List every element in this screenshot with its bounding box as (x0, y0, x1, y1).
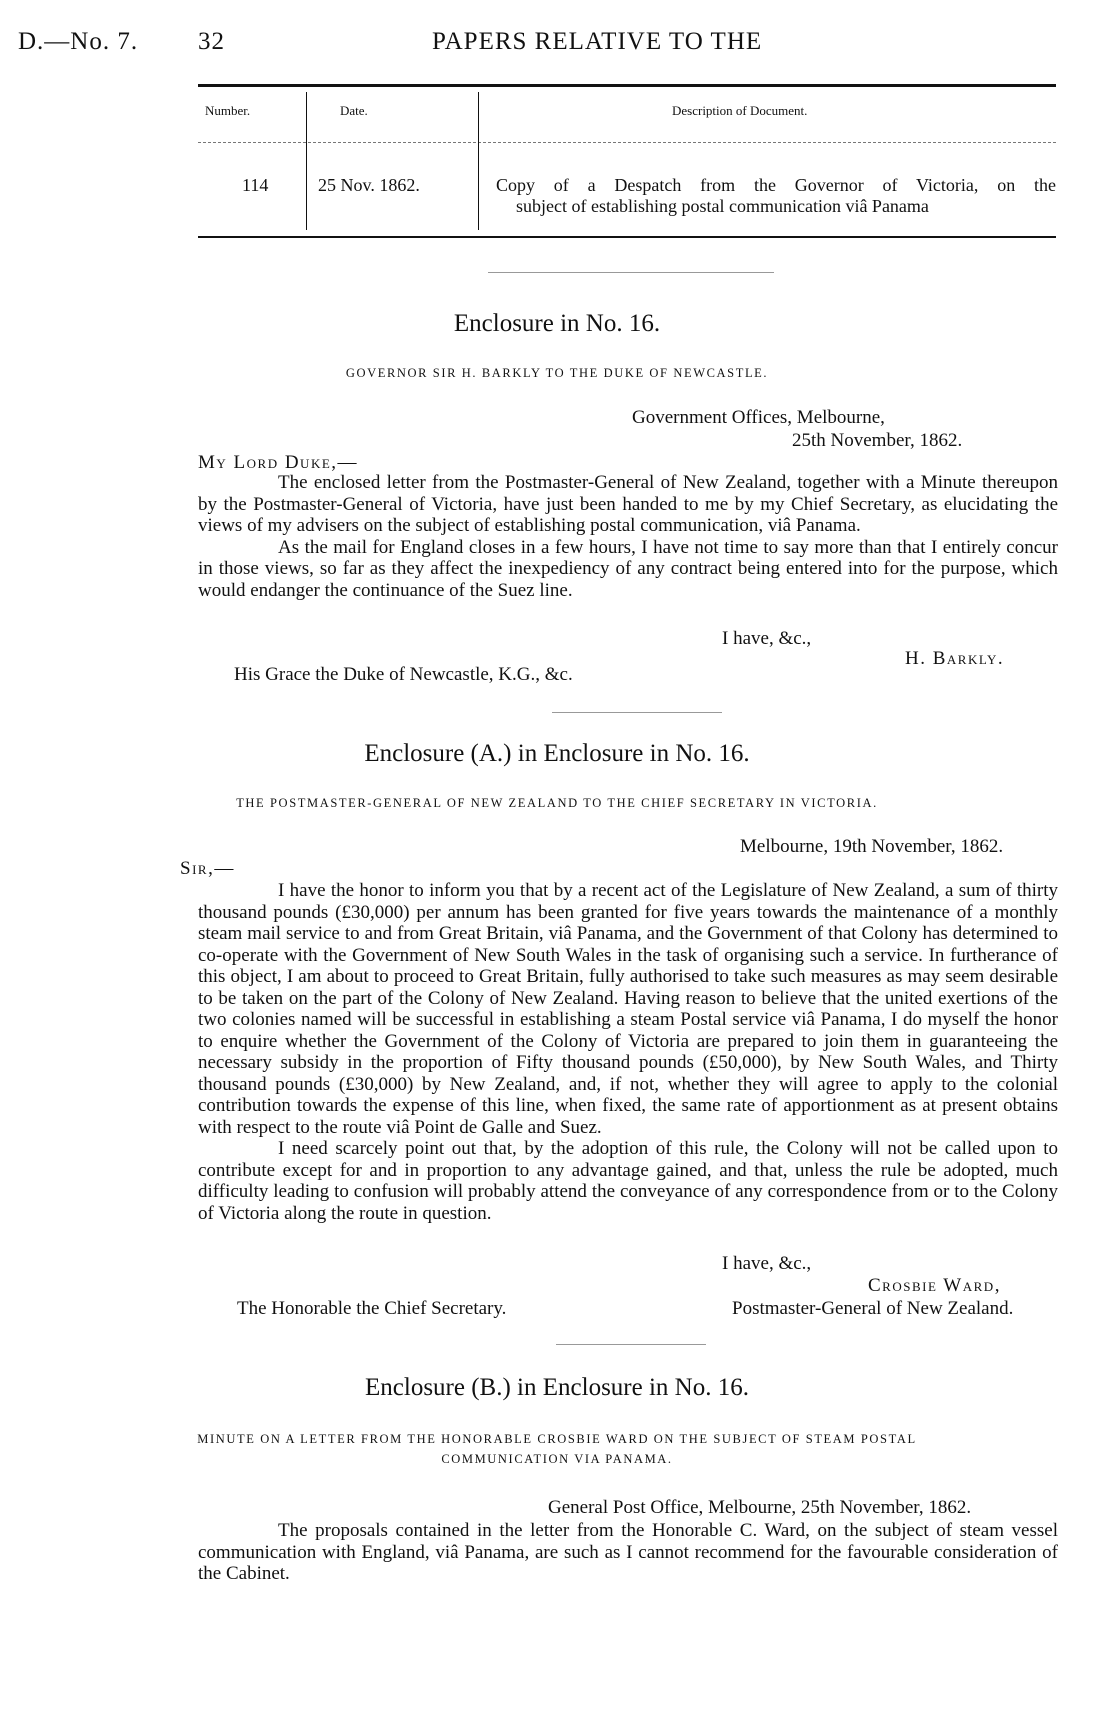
minute-place-date: General Post Office, Melbourne, 25th November, 1862. (548, 1497, 972, 1518)
table-column-divider (306, 92, 307, 230)
enclosure-title: Enclosure in No. 16. (453, 310, 661, 337)
salutation: My Lord Duke,— (198, 452, 359, 473)
cell-number: 114 (242, 175, 269, 195)
section-divider (488, 272, 774, 273)
closing: I have, &c., (722, 1253, 812, 1274)
paragraph: As the mail for England closes in a few hours, I have not time to say more than that I entirely concur in those views, so far as they affect the inexpediency of any contract being entered into for the purpose, which would endanger the continuance of the Suez line. (198, 536, 1058, 601)
paragraph: The proposals contained in the letter from the Honorable C. Ward, on the subject of steam vessel communication with England, viâ Panama, are such as I cannot recommend for the favourable consideration of the Cabinet. (198, 1520, 1058, 1584)
paragraph: The enclosed letter from the Postmaster-General of New Zealand, together with a Minute thereupon by the Postmaster-General of Victoria, have just been handed to me by my Chief Secretary, as elucidating the views of my advisers on the subject of establishing postal communication, viâ Panama. (198, 472, 1058, 536)
cell-description-line2: subject of establishing postal communication viâ Panama (516, 196, 929, 216)
table-bottom-rule (198, 236, 1056, 238)
enclosure-a-title: Enclosure (A.) in Enclosure in No. 16. (364, 740, 750, 767)
minute-body (198, 1520, 1058, 1585)
section-divider (552, 712, 722, 713)
table-header-divider (198, 142, 1056, 143)
column-header-number: Number. (205, 103, 251, 118)
page-number: 32 (198, 28, 225, 55)
enclosure-a-subtitle: THE POSTMASTER-GENERAL OF NEW ZEALAND TO THE CHIEF SECRETARY IN VICTORIA. (236, 796, 878, 810)
addressee: The Honorable the Chief Secretary. (237, 1298, 507, 1319)
column-header-date: Date. (340, 103, 368, 118)
table-column-divider (478, 92, 479, 230)
paragraph: I need scarcely point out that, by the adoption of this rule, the Colony will not be called upon to contribute except for and in proportion to any advantage gained, and that, unless the rule be adopted, much difficulty leading to confusion will probably attend the conveyance of any correspondence from or to the Colony of Victoria along the route in question. (198, 1138, 1058, 1224)
column-header-description: Description of Document. (672, 103, 808, 118)
letter-place-date: Melbourne, 19th November, 1862. (740, 836, 1004, 857)
running-title: PAPERS RELATIVE TO THE (432, 28, 763, 55)
letter-body (198, 880, 1058, 1224)
doc-reference: D.—No. 7. (18, 28, 139, 55)
closing: I have, &c., (722, 628, 812, 649)
letter-date: 25th November, 1862. (792, 430, 963, 451)
enclosure-b-subtitle-line2: COMMUNICATION VIA PANAMA. (441, 1452, 673, 1466)
addressee: His Grace the Duke of Newcastle, K.G., &c. (234, 664, 573, 685)
enclosure-subtitle: GOVERNOR SIR H. BARKLY TO THE DUKE OF NEWCASTLE. (345, 366, 769, 380)
signature: H. Barkly. (905, 648, 1005, 669)
section-divider (556, 1344, 706, 1345)
salutation: Sir,— (180, 858, 235, 879)
paragraph: I have the honor to inform you that by a recent act of the Legislature of New Zealand, a sum of thirty thousand pounds (£30,000) per annum has been granted for five years towards the maintenance of a monthly steam mail service to and from Great Britain, viâ Panama, and the Government of that Colony has determined to co-operate with the Government of New South Wales in the task of organising such a service. In furtherance of this object, I am about to proceed to Great Britain, fully authorised to take such measures as may seem desirable to be taken on the part of the Colony of New Zealand. Having reason to believe that the united exertions of the two colonies named will be successful in establishing a steam Postal service viâ Panama, I do myself the honor to enquire whether the Government of the Colony of Victoria are prepared to join them in guaranteeing the necessary subsidy in the proportion of Fifty thousand pounds (£50,000), by New South Wales, and Thirty thousand pounds (£30,000) by New Zealand, and, if not, whether they will agree to apply to the colonial contribution towards the expense of this line, when fixed, the same rate of apportionment as at present obtains with respect to the route viâ Point de Galle and Suez. (198, 880, 1058, 1138)
signature: Crosbie Ward, (868, 1275, 1001, 1296)
enclosure-b-subtitle-line1: MINUTE ON A LETTER FROM THE HONORABLE CROSBIE WARD ON THE SUBJECT OF STEAM POSTAL (197, 1432, 917, 1446)
cell-description-line1: Copy of a Despatch from the Governor of Victoria, on the (496, 175, 1056, 195)
letter-place: Government Offices, Melbourne, (632, 407, 885, 428)
cell-date: 25 Nov. 1862. (318, 175, 420, 195)
table-top-rule (198, 84, 1056, 87)
enclosure-b-title: Enclosure (B.) in Enclosure in No. 16. (365, 1374, 749, 1401)
letter-body (198, 472, 1058, 601)
signature-title: Postmaster-General of New Zealand. (732, 1298, 1014, 1319)
